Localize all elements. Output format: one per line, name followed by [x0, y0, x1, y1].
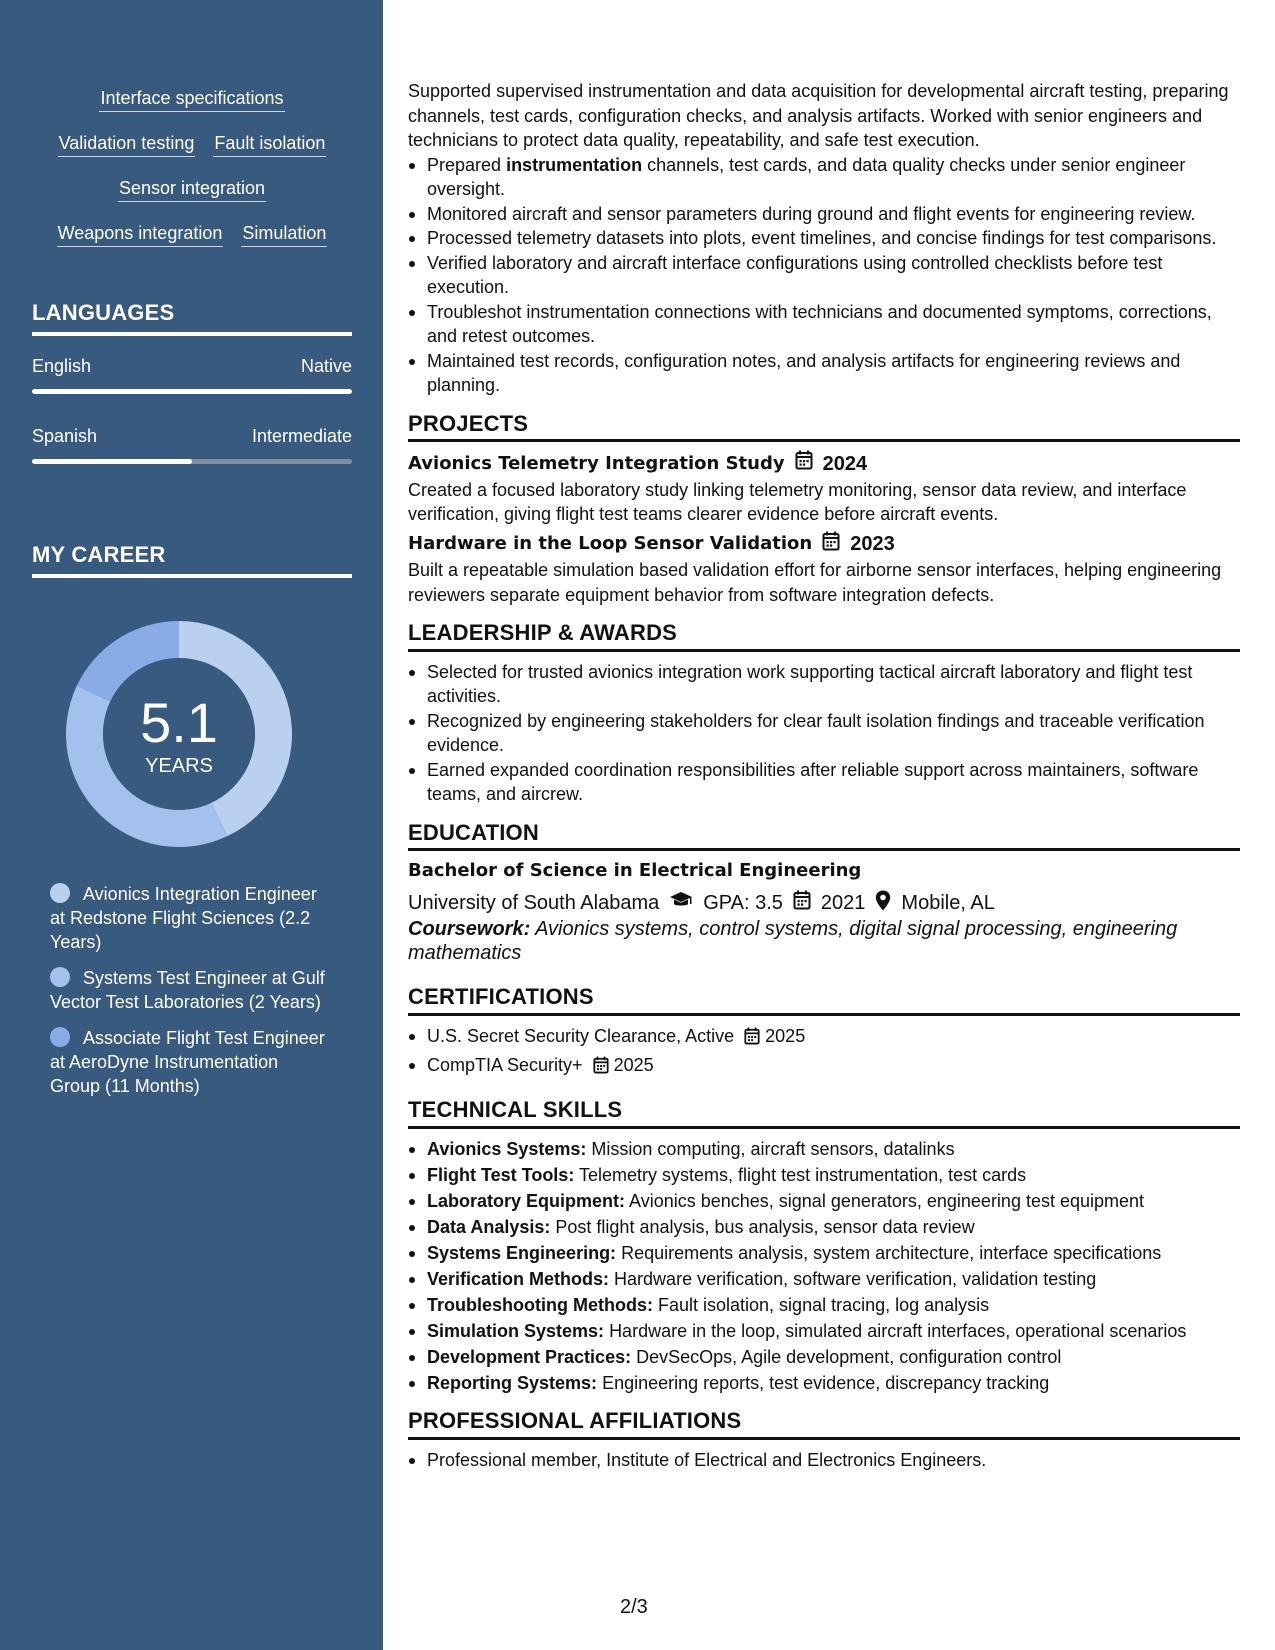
- skill-item: [408, 1163, 1240, 1188]
- project-title-row: [408, 531, 1240, 559]
- skill-category: Reporting Systems:: [427, 1372, 598, 1393]
- chip-row: [32, 221, 352, 266]
- experience-bullet: [408, 153, 1240, 202]
- skill-item: [408, 1293, 1240, 1318]
- skill-values: Avionics benches, signal generators, engineering test equipment: [629, 1190, 1145, 1211]
- skill-category: Troubleshooting Methods:: [427, 1294, 653, 1315]
- calendar-icon: [593, 1056, 609, 1081]
- certification-year: 2025: [613, 1054, 654, 1075]
- skill-chip[interactable]: Interface specifications: [99, 86, 284, 112]
- skill-values: Hardware in the loop, simulated aircraft interfaces, operational scenarios: [609, 1320, 1187, 1341]
- skill-category: Systems Engineering:: [427, 1242, 617, 1263]
- project-title: Hardware in the Loop Sensor Validation: [408, 533, 813, 554]
- career-item-text: Avionics Integration Engineer at Redstone Flight Sciences (2.2 Years): [50, 884, 317, 952]
- language-english: [32, 356, 352, 394]
- chip-row: [32, 176, 352, 221]
- sidebar: [0, 0, 383, 1650]
- skill-category: Verification Methods:: [427, 1268, 610, 1289]
- skill-category: Development Practices:: [427, 1346, 632, 1367]
- certification-year: 2025: [765, 1025, 806, 1046]
- leadership-item: Recognized by engineering stakeholders for clear fault isolation findings and traceable verification evidence.: [408, 709, 1240, 758]
- certifications-list: [408, 1024, 1240, 1081]
- project-description: Built a repeatable simulation based validation effort for airborne sensor interfaces, helping engineering reviewers separate equipment behavior from software integration defects.: [408, 560, 1222, 605]
- projects-heading: PROJECTS: [408, 412, 1240, 443]
- career-legend-item: [50, 1026, 330, 1098]
- education-details: [408, 890, 1240, 918]
- skill-category: Simulation Systems:: [427, 1320, 605, 1341]
- map-pin-icon: [875, 890, 891, 918]
- skill-chip[interactable]: Weapons integration: [57, 221, 224, 247]
- skill-chips: [32, 86, 352, 266]
- technical-skills-list: [408, 1137, 1240, 1396]
- language-bar: [32, 389, 352, 394]
- technical-skills-heading: TECHNICAL SKILLS: [408, 1098, 1240, 1129]
- language-bar-fill: [32, 389, 352, 394]
- leadership-heading: LEADERSHIP & AWARDS: [408, 621, 1240, 652]
- leadership-item: Earned expanded coordination responsibilities after reliable support across maintainers, software teams, and aircrew.: [408, 758, 1240, 807]
- legend-dot: [50, 1027, 70, 1047]
- skill-chip[interactable]: Fault isolation: [213, 131, 326, 157]
- project-year: 2023: [850, 533, 895, 555]
- language-level: Intermediate: [251, 426, 352, 446]
- experience-bullet: Monitored aircraft and sensor parameters during ground and flight events for engineering review.: [408, 202, 1240, 227]
- degree-title: Bachelor of Science in Electrical Engineering: [408, 860, 862, 881]
- language-level: Native: [300, 356, 352, 376]
- languages-heading: LANGUAGES: [32, 300, 352, 336]
- experience-summary: Supported supervised instrumentation and data acquisition for developmental aircraft testing, preparing channels, test cards, configuration checks, and analysis artifacts. Worked with senior engineers and technicians to protect data quality, repeatability, and safe test execution.: [408, 81, 1229, 150]
- skill-values: Telemetry systems, flight test instrumentation, test cards: [579, 1164, 1027, 1185]
- skill-chip[interactable]: Validation testing: [58, 131, 196, 157]
- project-title-row: [408, 450, 1240, 478]
- chip-row: [32, 131, 352, 176]
- career-item-text: Systems Test Engineer at Gulf Vector Test Laboratories (2 Years): [50, 968, 325, 1012]
- education-heading: EDUCATION: [408, 821, 1240, 852]
- language-name: Spanish: [32, 426, 98, 446]
- skill-category: Data Analysis:: [427, 1216, 551, 1237]
- graduation-cap-icon: [669, 891, 693, 916]
- school-name: University of South Alabama: [408, 892, 660, 914]
- skill-item: [408, 1267, 1240, 1292]
- coursework-label: Coursework:: [408, 918, 531, 940]
- certification-item: [408, 1053, 1240, 1081]
- gpa: GPA: 3.5: [703, 892, 783, 914]
- career-legend-item: [50, 882, 330, 954]
- skill-values: Requirements analysis, system architecture, interface specifications: [621, 1242, 1162, 1263]
- project-title: Avionics Telemetry Integration Study: [408, 452, 785, 474]
- language-name: English: [32, 356, 92, 376]
- career-total-years: 5.1: [140, 691, 218, 754]
- legend-dot: [50, 967, 70, 987]
- experience-bullet: Processed telemetry datasets into plots, event timelines, and concise findings for test comparisons.: [408, 226, 1240, 251]
- calendar-icon: [793, 890, 811, 917]
- project-description: Created a focused laboratory study linking telemetry monitoring, sensor data review, and interface verification, giving flight test teams clearer evidence before aircraft events.: [408, 479, 1187, 524]
- experience-bullet: Maintained test records, configuration notes, and analysis artifacts for engineering reviews and planning.: [408, 349, 1240, 398]
- skill-item: [408, 1137, 1240, 1162]
- affiliation-item: Professional member, Institute of Electrical and Electronics Engineers.: [408, 1448, 1240, 1473]
- language-spanish: [32, 426, 352, 464]
- skill-chip[interactable]: Simulation: [241, 221, 327, 247]
- skill-item: [408, 1241, 1240, 1266]
- language-bar: [32, 459, 352, 464]
- coursework-list: Avionics systems, control systems, digital signal processing, engineering mathematics: [408, 918, 1178, 964]
- coursework: [408, 917, 1240, 965]
- bullet-text: Prepared: [427, 154, 507, 175]
- experience-bullets: [408, 153, 1240, 398]
- career-legend-item: [50, 966, 330, 1014]
- certification-name: CompTIA Security+: [427, 1054, 583, 1075]
- skill-category: Flight Test Tools:: [427, 1164, 575, 1185]
- skill-values: Post flight analysis, bus analysis, sensor data review: [555, 1216, 975, 1237]
- graduation-year: 2021: [820, 892, 866, 914]
- skill-item: [408, 1215, 1240, 1240]
- school-location: Mobile, AL: [901, 892, 995, 914]
- affiliations-heading: PROFESSIONAL AFFILIATIONS: [408, 1409, 1240, 1440]
- language-bar-fill: [32, 459, 192, 464]
- career-item-text: Associate Flight Test Engineer at AeroDyne Instrumentation Group (11 Months): [50, 1028, 325, 1096]
- affiliations-list: [408, 1448, 1240, 1473]
- page-number: 2/3: [620, 1596, 648, 1618]
- certification-item: [408, 1024, 1240, 1052]
- project-year: 2024: [822, 452, 868, 475]
- skill-category: Avionics Systems:: [427, 1138, 587, 1159]
- skill-item: [408, 1189, 1240, 1214]
- skill-category: Laboratory Equipment:: [427, 1190, 626, 1211]
- main-content: [408, 79, 1240, 1472]
- skill-item: [408, 1345, 1240, 1370]
- skill-values: Fault isolation, signal tracing, log analysis: [658, 1294, 990, 1315]
- skill-values: Mission computing, aircraft sensors, datalinks: [591, 1138, 955, 1159]
- skill-values: Hardware verification, software verification, validation testing: [614, 1268, 1097, 1289]
- certifications-heading: CERTIFICATIONS: [408, 985, 1240, 1016]
- skill-item: [408, 1319, 1240, 1344]
- chip-row: [32, 86, 352, 131]
- bullet-text: channels, test cards, and data quality checks under senior engineer oversight.: [427, 154, 1186, 199]
- experience-bullet: Verified laboratory and aircraft interface configurations using controlled checklists before test execution.: [408, 251, 1240, 300]
- calendar-icon: [795, 450, 813, 478]
- leadership-item: Selected for trusted avionics integration work supporting tactical aircraft laboratory and flight test activities.: [408, 660, 1240, 709]
- skill-values: Engineering reports, test evidence, discrepancy tracking: [602, 1372, 1050, 1393]
- certification-name: U.S. Secret Security Clearance, Active: [427, 1025, 735, 1046]
- career-heading: MY CAREER: [32, 542, 352, 578]
- bullet-emphasis: instrumentation: [506, 154, 643, 175]
- experience-bullet: Troubleshot instrumentation connections with technicians and documented symptoms, corrections, and retest outcomes.: [408, 300, 1240, 349]
- calendar-icon: [744, 1027, 760, 1052]
- skill-chip[interactable]: Sensor integration: [118, 176, 266, 202]
- career-total-unit: YEARS: [145, 755, 213, 777]
- career-legend: [50, 882, 330, 1110]
- legend-dot: [50, 883, 70, 903]
- calendar-icon: [822, 531, 840, 559]
- skill-values: DevSecOps, Agile development, configuration control: [636, 1346, 1062, 1367]
- skill-item: [408, 1371, 1240, 1396]
- leadership-list: [408, 660, 1240, 807]
